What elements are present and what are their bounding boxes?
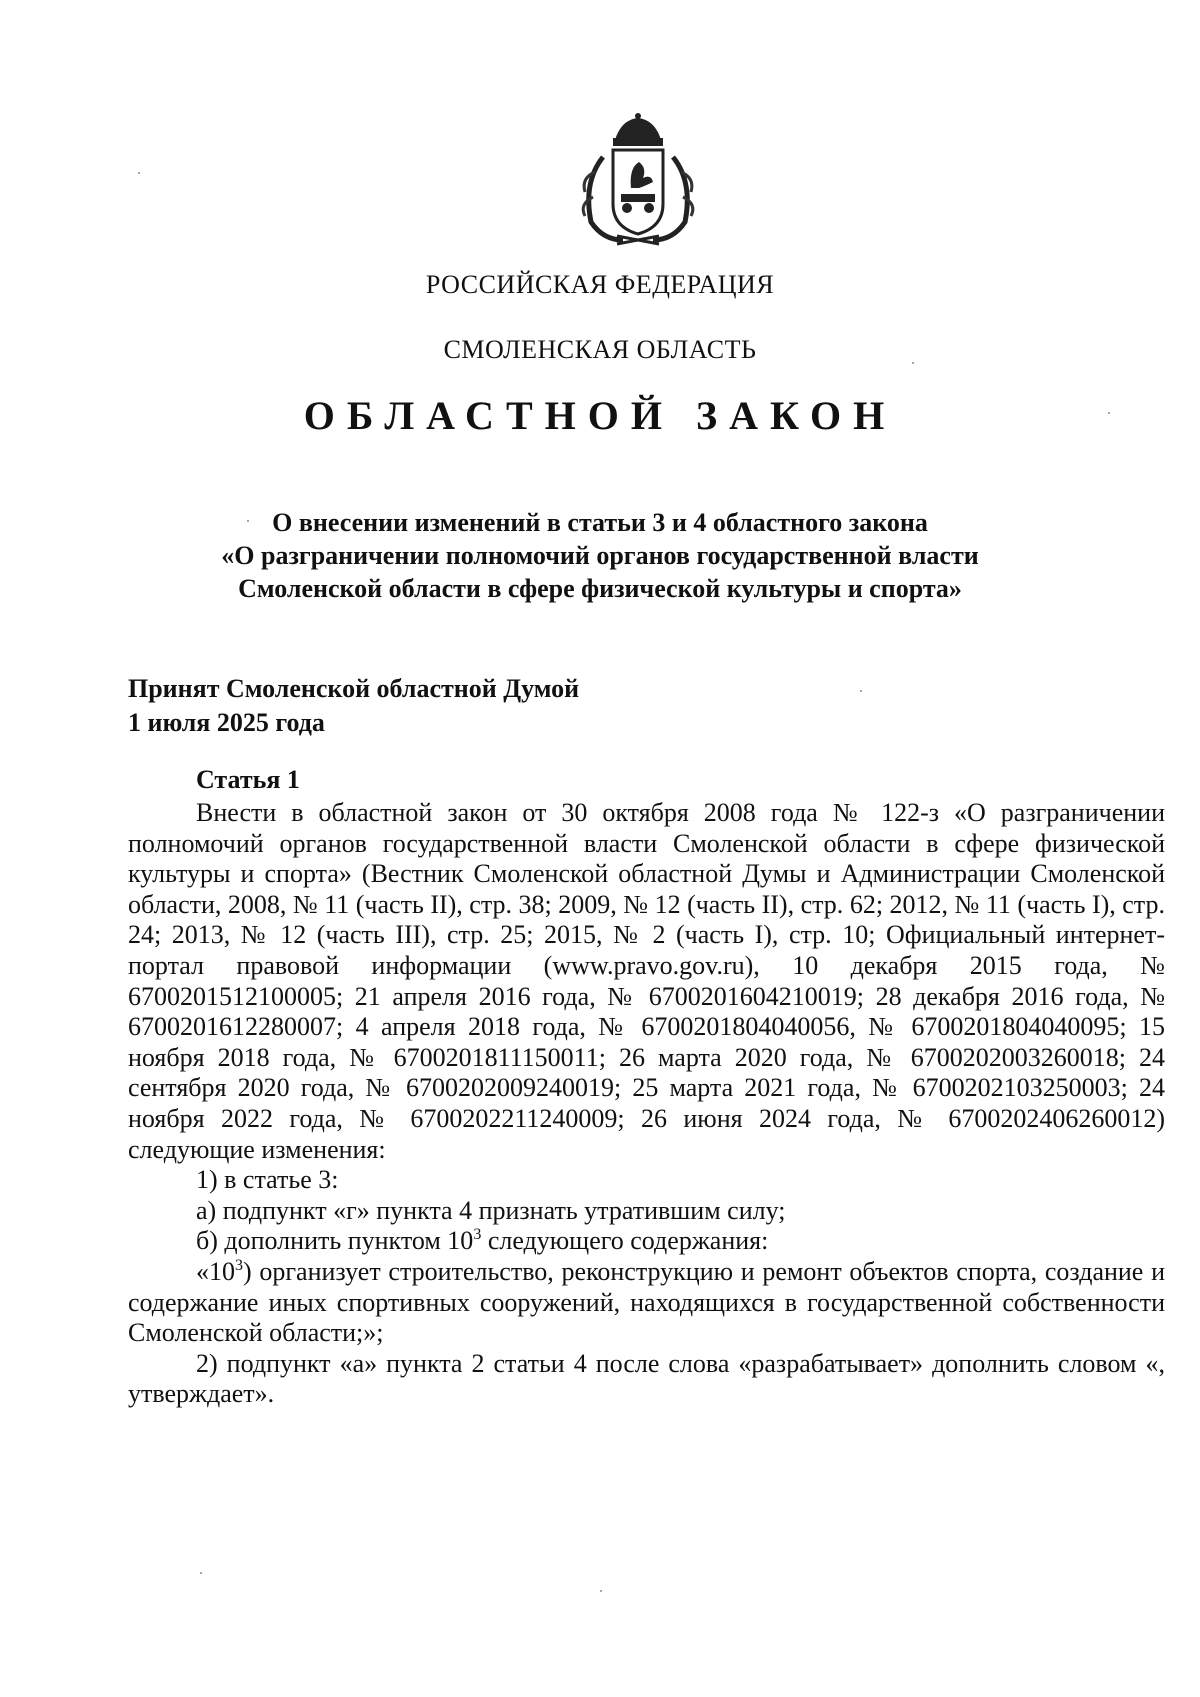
law-title (150, 506, 1050, 605)
scan-speck (200, 1572, 202, 1574)
list-item-text: б) дополнить пунктом 10 (196, 1226, 474, 1256)
smolensk-coat-of-arms-icon (573, 112, 703, 252)
quote-text: «10 (196, 1256, 235, 1286)
superscript: 3 (473, 1226, 482, 1244)
superscript: 3 (235, 1256, 243, 1274)
law-title-line: «О разграничении полномочий органов государственной власти (221, 541, 979, 570)
article-body (128, 798, 1165, 1410)
scan-speck (247, 520, 249, 522)
scan-speck (1108, 412, 1110, 414)
region-name: СМОЛЕНСКАЯ ОБЛАСТЬ (443, 335, 757, 364)
list-item-text: следующего содержания: (481, 1226, 769, 1256)
law-title-line: О внесении изменений в статьи 3 и 4 областного закона (272, 508, 928, 537)
scan-speck (600, 1590, 602, 1592)
adoption-info (128, 672, 579, 740)
law-title-line: Смоленской области в сфере физической культуры и спорта» (238, 574, 962, 603)
adoption-date: 1 июля 2025 года (128, 708, 325, 737)
document-type: ОБЛАСТНОЙ ЗАКОН (303, 393, 897, 438)
list-item: 2) подпункт «а» пункта 2 статьи 4 после слова «разрабатывает» дополнить словом «, утверждает». (128, 1348, 1165, 1409)
quote-text: ) организует строительство, реконструкцию и ремонт объектов спорта, создание и содержание иных спортивных сооружений, находящихся в государственной собственности Смоленской области;»; (128, 1256, 1165, 1348)
list-item: а) подпункт «г» пункта 4 признать утратившим силу; (196, 1195, 786, 1225)
article-intro: Внести в областной закон от 30 октября 2008 года № 122-з «О разграничении полномочий органов государственной власти Смоленской области в сфере физической культуры и спорта» (Вестник Смоленской областной Думы и Администрации Смоленской области, 2008, № 11 (часть II), стр. 38; 2009, № 12 (часть II), стр. 62; 2012, № 11 (часть I), стр. 24; 2013, № 12 (часть III), стр. 25; 2015, № 2 (часть I), стр. 10; Официальный интернет-портал правовой информации (www.pravo.gov.ru), 10 декабря 2015 года, № 6700201512100005; 21 апреля 2016 года, № 6700201604210019; 28 декабря 2016 года, № 6700201612280007; 4 апреля 2018 года, № 6700201804040056, № 6700201804040095; 15 ноября 2018 года, № 6700201811150011; 26 марта 2020 года, № 6700202003260018; 24 сентября 2020 года, № 6700202009240019; 25 марта 2021 года, № 6700202103250003; 24 ноября 2022 года, № 6700202211240009; 26 июня 2024 года, № 6700202406260012) следующие изменения: (128, 798, 1165, 1164)
scan-speck (912, 362, 914, 364)
adopted-by: Принят Смоленской областной Думой (128, 674, 580, 703)
country-name: РОССИЙСКАЯ ФЕДЕРАЦИЯ (425, 270, 775, 299)
scan-speck (138, 172, 140, 174)
article-heading: Статья 1 (196, 765, 300, 794)
quoted-provision (128, 1257, 1165, 1349)
list-item (128, 1226, 1165, 1257)
list-item: 1) в статье 3: (196, 1165, 339, 1195)
scan-speck (860, 690, 862, 692)
